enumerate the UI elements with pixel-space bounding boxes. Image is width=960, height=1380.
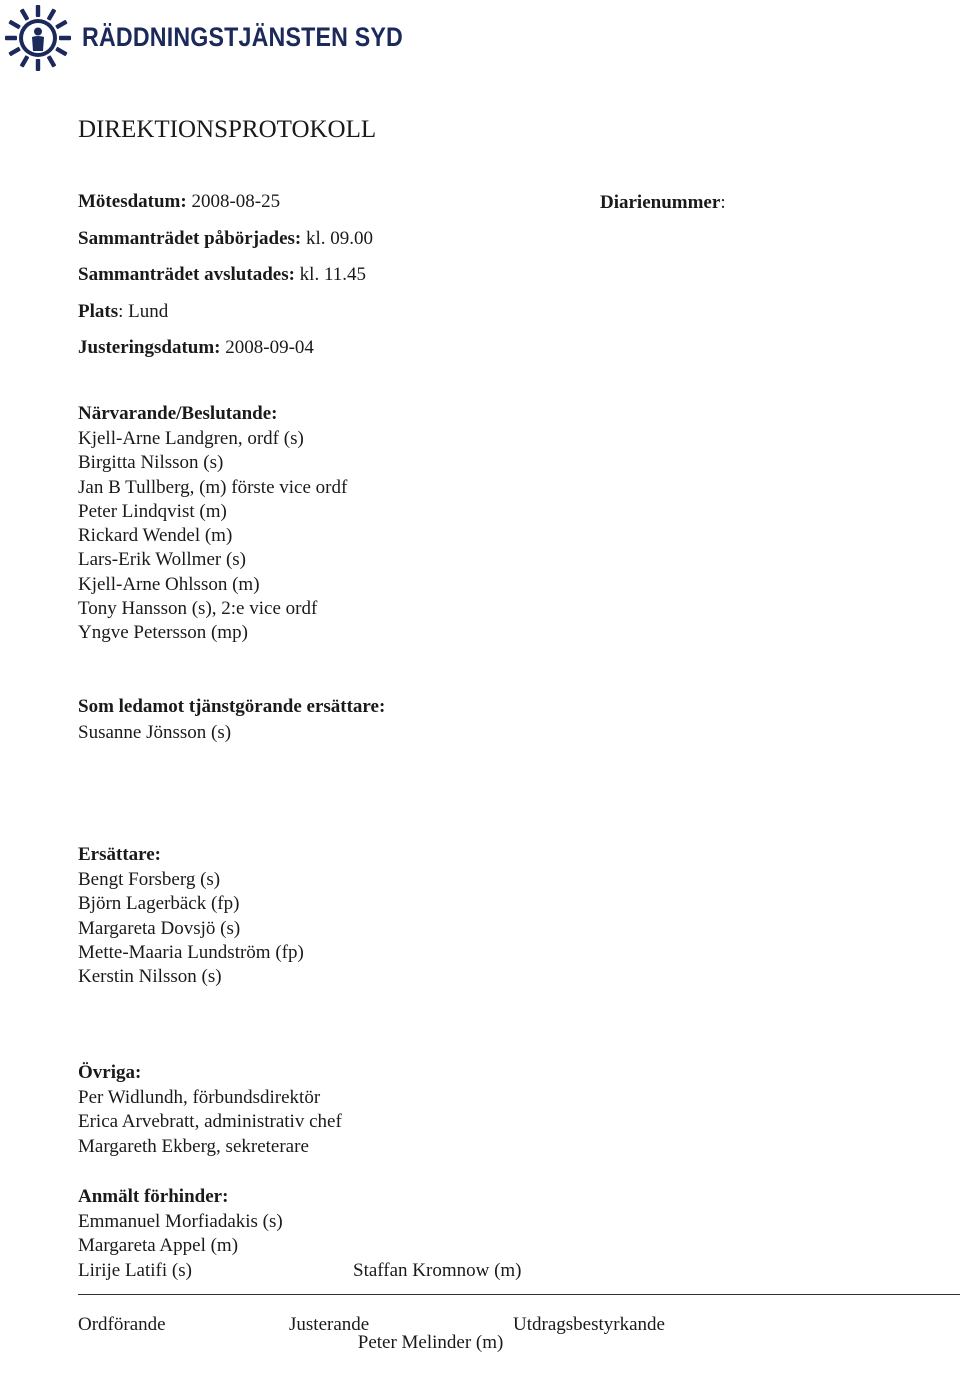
adjustment-date-line: [78, 337, 314, 359]
signature-chair: Ordförande: [78, 1314, 166, 1335]
list-item: Margareta Appel (m): [78, 1235, 239, 1257]
others-heading: Övriga:: [78, 1062, 142, 1083]
list-item: Kerstin Nilsson (s): [78, 966, 222, 988]
list-item: Kjell-Arne Ohlsson (m): [78, 573, 260, 595]
list-item: Peter Lindqvist (m): [78, 500, 227, 522]
list-item: Rickard Wendel (m): [78, 525, 233, 547]
list-item: Birgitta Nilsson (s): [78, 452, 224, 474]
others-list: [78, 1086, 342, 1159]
meeting-date-value: 2008-08-25: [186, 191, 281, 212]
diary-number-label: Diarienummer: [600, 192, 721, 213]
meeting-date-label: Mötesdatum:: [78, 191, 187, 212]
absent-list-right: [353, 1210, 522, 1380]
absent-list-left: [78, 1210, 283, 1283]
sun-shield-person-icon: [4, 4, 72, 72]
serving-deputy-list: [78, 721, 231, 745]
meeting-end-line: [78, 264, 366, 286]
meeting-place-line: [78, 301, 168, 323]
absent-heading: Anmält förhinder:: [78, 1186, 229, 1207]
adjustment-date-label: Justeringsdatum:: [78, 337, 221, 358]
list-item: Tony Hansson (s), 2:e vice ordf: [78, 598, 318, 620]
list-item: Susanne Jönsson (s): [78, 722, 232, 743]
present-heading: Närvarande/Beslutande:: [78, 403, 278, 424]
list-item: Björn Lagerbäck (fp): [78, 893, 240, 915]
list-item: Lars-Erik Wollmer (s): [78, 549, 247, 571]
organization-name: RÄDDNINGSTJÄNSTEN SYD: [82, 22, 403, 52]
signature-extract: Utdragsbestyrkande: [513, 1314, 665, 1335]
document-title: DIREKTIONSPROTOKOLL: [78, 116, 377, 143]
meeting-end-value: kl. 11.45: [294, 264, 366, 285]
meeting-date-line: [78, 191, 280, 213]
present-list: [78, 427, 347, 646]
list-item: Peter Melinder (m): [353, 1332, 504, 1354]
signature-divider: [78, 1294, 960, 1295]
serving-deputy-heading: Som ledamot tjänstgörande ersättare:: [78, 696, 386, 717]
meeting-place-value: : Lund: [118, 301, 169, 322]
meeting-start-label: Sammanträdet påbörjades:: [78, 228, 302, 249]
list-item: Staffan Kromnow (m): [353, 1259, 522, 1281]
list-item: Jan B Tullberg, (m) förste vice ordf: [78, 476, 348, 498]
meeting-end-label: Sammanträdet avslutades:: [78, 264, 295, 285]
list-item: Lirije Latifi (s): [78, 1259, 192, 1281]
list-item: Per Widlundh, förbundsdirektör: [78, 1087, 321, 1108]
deputies-list: [78, 868, 304, 989]
meeting-start-line: [78, 228, 373, 250]
diary-number-colon: :: [720, 192, 726, 213]
list-item: Emmanuel Morfiadakis (s): [78, 1211, 283, 1232]
diary-number-line: [600, 192, 726, 214]
list-item: Yngve Petersson (mp): [78, 622, 248, 644]
list-item: Mette-Maaria Lundström (fp): [78, 941, 304, 963]
meeting-place-label: Plats: [78, 301, 119, 322]
list-item: Kjell-Arne Landgren, ordf (s): [78, 428, 304, 449]
list-item: Erica Arvebratt, administrativ chef: [78, 1111, 342, 1133]
list-item: Margareta Dovsjö (s): [78, 917, 241, 939]
list-item: Margareth Ekberg, sekreterare: [78, 1135, 309, 1157]
signature-adjuster: Justerande: [289, 1314, 370, 1335]
meeting-start-value: kl. 09.00: [301, 228, 374, 249]
adjustment-date-value: 2008-09-04: [220, 337, 314, 358]
list-item: Bengt Forsberg (s): [78, 869, 221, 890]
deputies-heading: Ersättare:: [78, 844, 162, 865]
